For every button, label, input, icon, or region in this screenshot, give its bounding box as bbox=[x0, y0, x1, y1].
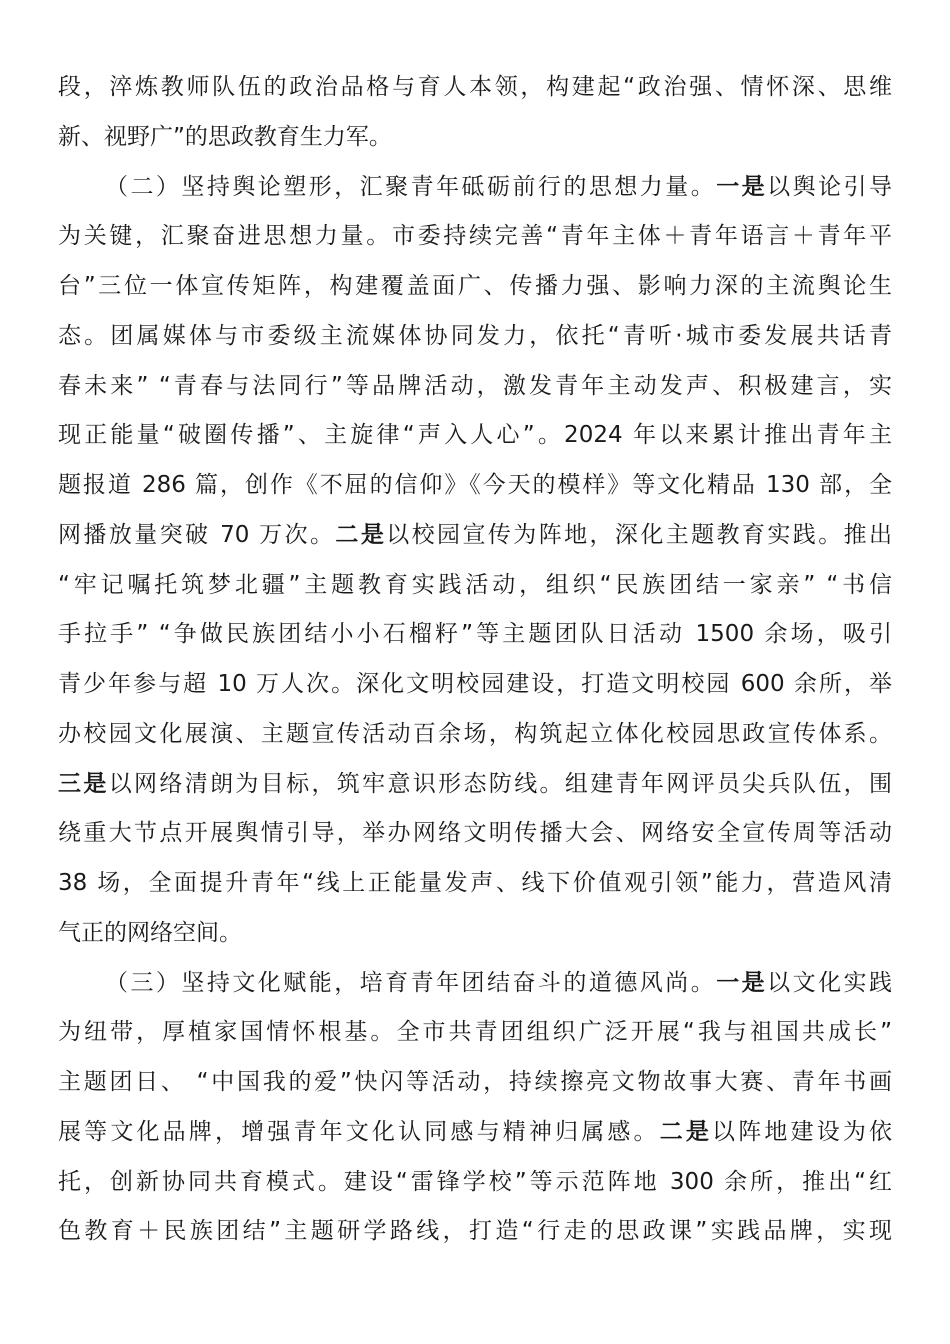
paragraph-line bbox=[58, 461, 892, 511]
paragraph-line bbox=[58, 1158, 892, 1208]
text-segment: 以文化实践 bbox=[767, 969, 893, 996]
text-segment: 为关键，汇聚奋进思想力量。市委持续完善“青年主体＋青年语言＋青年平 bbox=[58, 223, 892, 250]
bold-ordinal-marker: 一是 bbox=[716, 969, 768, 996]
bold-ordinal-marker: 二是 bbox=[335, 521, 387, 548]
paragraph-line bbox=[58, 909, 892, 959]
text-segment: 青少年参与超 10 万人次。深化文明校园建设，打造文明校园 600 余所，举 bbox=[58, 671, 892, 697]
paragraph-line bbox=[58, 561, 892, 611]
paragraph-line bbox=[58, 63, 892, 113]
paragraph-line bbox=[58, 262, 892, 312]
paragraph-line bbox=[58, 760, 892, 810]
bold-ordinal-marker: 一是 bbox=[716, 173, 768, 200]
paragraph-line bbox=[58, 312, 892, 362]
text-segment: 38 场，全面提升青年“线上正能量发声、线下价值观引领”能力，营造风清 bbox=[58, 870, 892, 896]
paragraph-line bbox=[58, 859, 892, 909]
bold-ordinal-marker: 三是 bbox=[58, 770, 109, 797]
paragraph-line bbox=[58, 212, 892, 262]
text-segment: 展等文化品牌，增强青年文化认同感与精神归属感。 bbox=[58, 1118, 660, 1145]
text-segment: 台”三位一体宣传矩阵，构建覆盖面广、传播力强、影响力深的主流舆论生 bbox=[58, 273, 892, 299]
text-segment: 以阵地建设为依 bbox=[712, 1118, 893, 1145]
paragraph-line bbox=[58, 1108, 892, 1158]
text-segment: 为纽带，厚植家国情怀根基。全市共青团组织广泛开展“我与祖国共成长” bbox=[58, 1019, 892, 1046]
text-segment: 以校园宣传为阵地，深化主题教育实践。推出 bbox=[386, 521, 893, 548]
text-segment: 网播放量突破 70 万次。 bbox=[58, 521, 336, 548]
text-segment: 春未来” “青春与法同行”等品牌活动，激发青年主动发声、积极建言，实 bbox=[58, 372, 892, 399]
text-segment: 以舆论引导 bbox=[767, 173, 893, 200]
text-segment: （二）坚持舆论塑形，汇聚青年砥砺前行的思想力量。 bbox=[105, 173, 717, 200]
document-page bbox=[58, 63, 892, 1257]
text-segment: 态。团属媒体与市委级主流媒体协同发力，依托“青听·城市委发展共话青 bbox=[58, 322, 892, 349]
paragraph-line bbox=[58, 1008, 892, 1058]
text-segment: 主题团日、 “中国我的爱”快闪等活动，持续擦亮文物故事大赛、青年书画 bbox=[58, 1069, 892, 1095]
text-segment: 办校园文化展演、主题宣传活动百余场，构筑起立体化校园思政宣传体系。 bbox=[58, 720, 892, 747]
text-segment: 托，创新协同共育模式。建设“雷锋学校”等示范阵地 300 余所，推出“红 bbox=[58, 1168, 892, 1195]
paragraph-line bbox=[58, 113, 892, 163]
text-segment: 手拉手” “争做民族团结小小石榴籽”等主题团队日活动 1500 余场，吸引 bbox=[58, 621, 892, 648]
bold-ordinal-marker: 二是 bbox=[659, 1118, 713, 1145]
text-segment: 气正的网络空间。 bbox=[58, 919, 242, 946]
paragraph-line bbox=[58, 411, 892, 461]
text-segment: 以网络清朗为目标，筑牢意识形态防线。组建青年网评员尖兵队伍，围 bbox=[108, 770, 892, 797]
paragraph-line bbox=[58, 511, 892, 561]
paragraph-heading-line bbox=[58, 163, 892, 213]
text-segment: （三）坚持文化赋能，培育青年团结奋斗的道德风尚。 bbox=[105, 969, 717, 996]
text-segment: 绕重大节点开展舆情引导，举办网络文明传播大会、网络安全宣传周等活动 bbox=[58, 820, 892, 847]
text-segment: 题报道 286 篇，创作《不屈的信仰》《今天的模样》等文化精品 130 部，全 bbox=[58, 472, 892, 498]
paragraph-line bbox=[58, 809, 892, 859]
text-segment: 段，淬炼教师队伍的政治品格与育人本领，构建起“政治强、情怀深、思维 bbox=[58, 74, 892, 100]
paragraph-line bbox=[58, 660, 892, 710]
paragraph-line bbox=[58, 1207, 892, 1257]
text-segment: 新、视野广”的思政教育生力军。 bbox=[58, 123, 392, 150]
text-segment: 色教育＋民族团结”主题研学路线，打造“行走的思政课”实践品牌，实现 bbox=[58, 1218, 892, 1245]
paragraph-line bbox=[58, 362, 892, 412]
paragraph-line bbox=[58, 1058, 892, 1108]
paragraph-line bbox=[58, 610, 892, 660]
text-segment: “牢记嘱托筑梦北疆”主题教育实践活动，组织“民族团结一家亲” “书信 bbox=[58, 571, 892, 598]
paragraph-line bbox=[58, 710, 892, 760]
text-segment: 现正能量“破圈传播”、主旋律“声入人心”。2024 年以来累计推出青年主 bbox=[58, 422, 892, 449]
paragraph-heading-line bbox=[58, 959, 892, 1009]
